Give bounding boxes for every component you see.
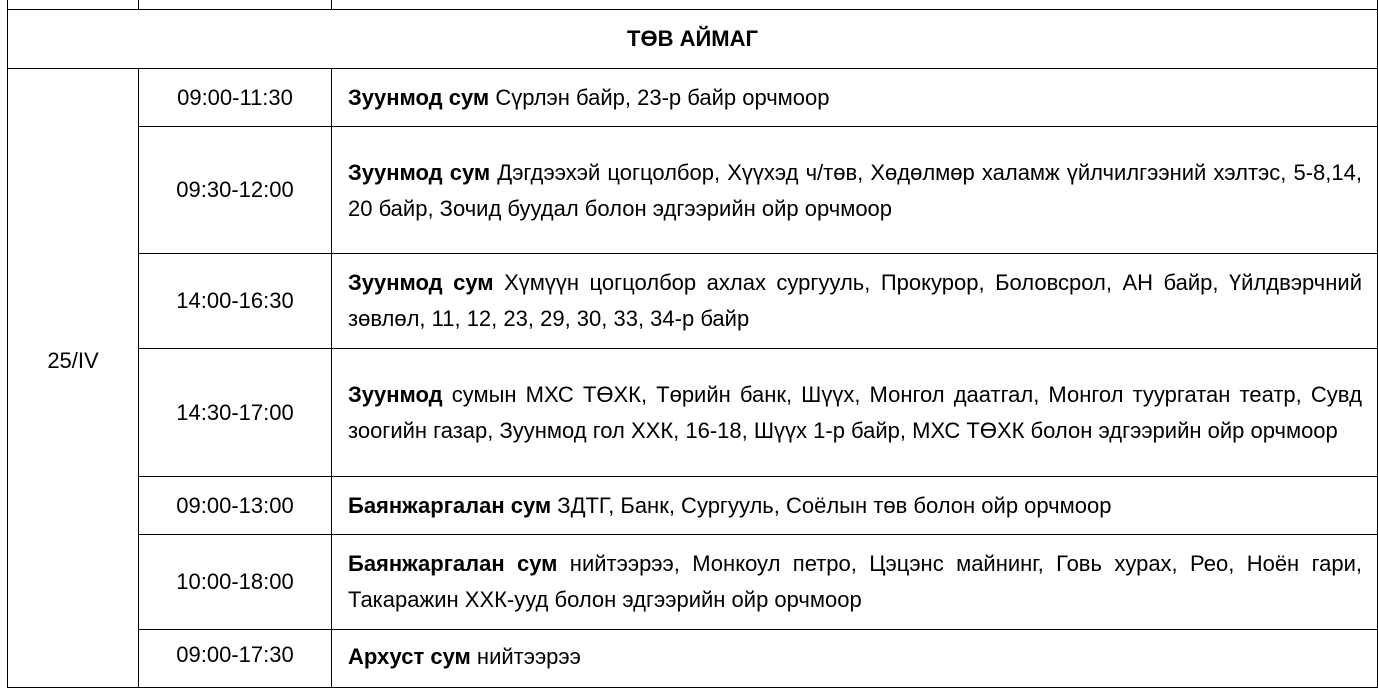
schedule-table [7, 0, 1378, 688]
description-cell [332, 535, 1378, 630]
place-name: Зуунмод сум [348, 160, 491, 185]
description-cell [332, 127, 1378, 254]
time-cell: 10:00-18:00 [139, 535, 332, 630]
time-cell: 09:00-11:30 [139, 69, 332, 127]
top-fragment-cell [8, 0, 139, 10]
table-row [8, 630, 1378, 688]
description-cell [332, 349, 1378, 477]
time-cell: 09:00-13:00 [139, 477, 332, 535]
time-cell: 09:00-17:30 [139, 630, 332, 688]
table-row [8, 127, 1378, 254]
description-text: Дэгдээхэй цогцолбор, Хүүхэд ч/төв, Хөдөлмөр халамж үйлчилгээний хэлтэс, 5-8,14, 20 байр, Зочид буудал болон эдгээрийн ойр орчмоор [348, 160, 1362, 221]
place-name: Зуунмод сум [348, 84, 490, 110]
table-row [8, 69, 1378, 127]
place-name: Баянжаргалан сум [348, 551, 558, 576]
description-text: ЗДТГ, Банк, Сургууль, Соёлын төв болон ойр орчмоор [551, 492, 1112, 518]
description-text: Сүрлэн байр, 23-р байр орчмоор [489, 84, 830, 110]
description-cell [332, 477, 1378, 535]
description-cell [332, 69, 1378, 127]
time-cell: 14:00-16:30 [139, 254, 332, 349]
table-row [8, 477, 1378, 535]
description-text: нийтээрээ [470, 644, 581, 669]
table-row [8, 254, 1378, 349]
top-fragment-cell [139, 0, 332, 10]
place-name: Архуст сум [348, 644, 471, 669]
description-text: Хүмүүн цогцолбор ахлах сургууль, Прокурор, Боловсрол, АН байр, Үйлдвэрчний зөвлөл, 11, 12, 23, 29, 30, 33, 34-р байр [348, 270, 1362, 331]
table-row-top-fragment [8, 0, 1378, 10]
description-cell [332, 254, 1378, 349]
top-fragment-cell [332, 0, 1378, 10]
section-title: ТӨВ АЙМАГ [8, 10, 1378, 69]
place-name: Баянжаргалан сум [348, 492, 552, 518]
place-name: Зуунмод [348, 381, 443, 407]
time-cell: 14:30-17:00 [139, 349, 332, 477]
time-cell: 09:30-12:00 [139, 127, 332, 254]
section-header-row [8, 10, 1378, 69]
description-cell [332, 630, 1378, 688]
description-text: нийтээрээ, Монкоул петро, Цэцэнс майнинг, Говь хурах, Рео, Ноён гари, Такаражин ХХК-ууд болон эдгээрийн ойр орчмоор [348, 551, 1362, 612]
table-row [8, 349, 1378, 477]
date-cell: 25/IV [8, 69, 139, 688]
table-row [8, 535, 1378, 630]
place-name: Зуунмод сум [348, 270, 494, 295]
description-text: сумын МХС ТӨХК, Төрийн банк, Шүүх, Монгол даатгал, Монгол туургатан театр, Сувд зоогийн газар, Зуунмод гол ХХК, 16-18, Шүүх 1-р байр, МХС ТӨХК болон эдгээрийн ойр орчмоор [348, 381, 1362, 443]
